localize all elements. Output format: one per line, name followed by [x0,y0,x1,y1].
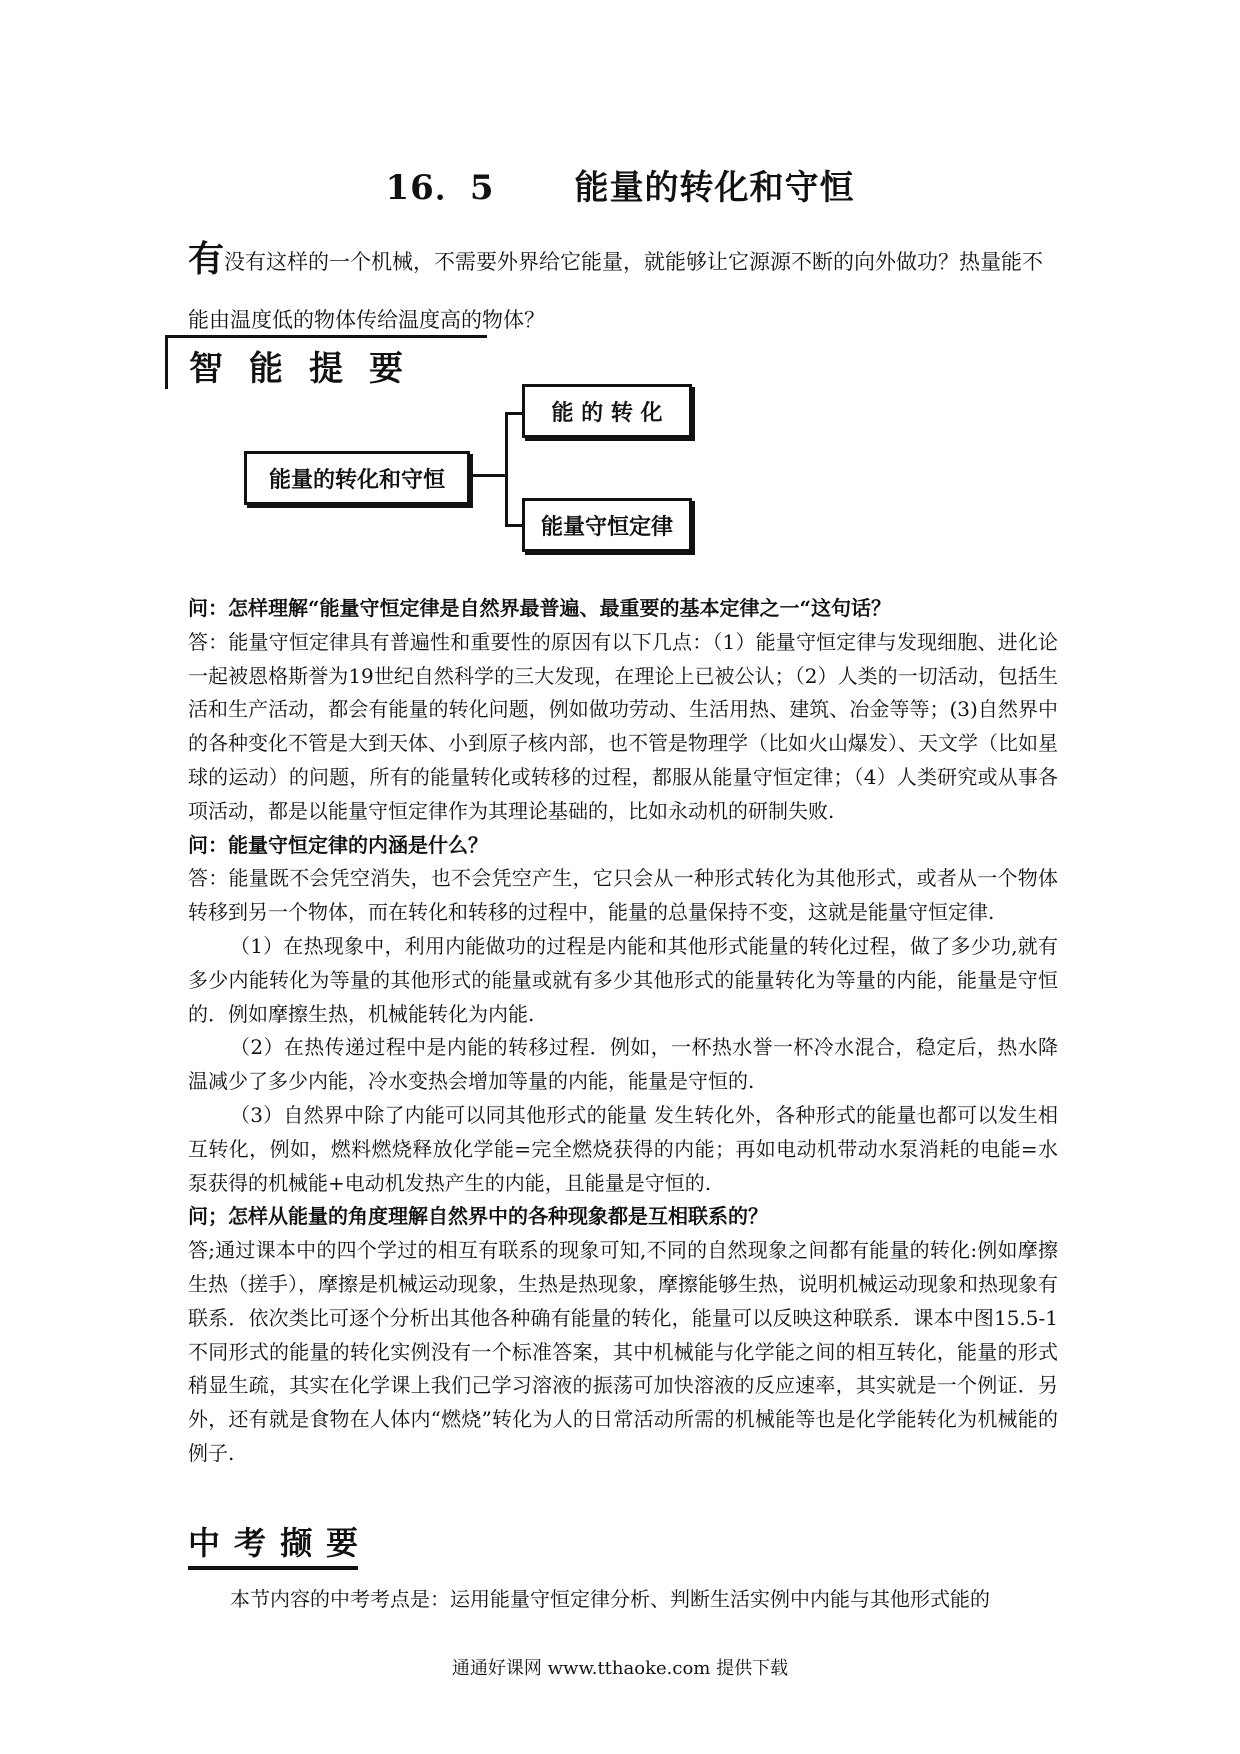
connector-line [470,474,506,477]
section2-heading: 中考撷要 [188,1524,373,1562]
section1-heading: 智能提要 [189,349,429,389]
answer-point: （1）在热现象中，利用内能做功的过程是内能和其他形式能量的转化过程，做了多少功,就有多少内能转化为等量的其他形式的能量或就有多少其他形式的能量转化为等量的内能，能量是守恒的．例如摩擦生热，机械能转化为内能. [188,933,1058,1026]
question: 问：能量守恒定律的内涵是什么？ [188,832,488,857]
diagram-branch-label: 能 的 转 化 [551,399,663,426]
intro-paragraph [188,230,1058,349]
answer-point: （3）自然界中除了内能可以同其他形式的能量 发生转化外，各种形式的能量也都可以发生相互转化，例如，燃料燃烧释放化学能=完全燃烧获得的内能；再如电动机带动水泵消耗的电能=水泵获得的机械能+电动机发热产生的内能，且能量是守恒的. [188,1102,1058,1195]
diagram-branch-box-1 [522,384,692,438]
connector-line [505,412,508,526]
section-title: 能量的转化和守恒 [574,168,855,208]
answer: 答：能量守恒定律具有普遍性和重要性的原因有以下几点：（1）能量守恒定律与发现细胞、进化论一起被恩格斯誉为19世纪自然科学的三大发现，在理论上已被公认；（2）人类的一切活动，包括生活和生产活动，都会有能量的转化问题，例如做功劳动、生活用热、建筑、冶金等等；(3)自然界中的各种变化不管是大到天体、小到原子核内部，也不管是物理学（比如火山爆发）、天文学（比如星球的运动）的问题，所有的能量转化或转移的过程，都服从能量守恒定律；（4）人类研究或从事各项活动，都是以能量守恒定律作为其理论基础的，比如永动机的研制失败. [188,629,1058,823]
intro-dropcap: 有 [188,238,225,280]
diagram-root-box [244,451,470,505]
heading-rule-left [165,335,168,389]
connector-line [505,412,523,415]
diagram-root-label: 能量的转化和守恒 [268,466,445,493]
heading-underline [188,1566,358,1570]
answer-point: （2）在热传递过程中是内能的转移过程．例如，一杯热水誉一杯冷水混合，稳定后，热水降温减少了多少内能，冷水变热会增加等量的内能，能量是守恒的. [188,1035,1058,1094]
answer: 答;通过课本中的四个学过的相互有联系的现象可知,不同的自然现象之间都有能量的转化:例如摩擦生热（搓手），摩擦是机械运动现象，生热是热现象，摩擦能够生热，说明机械运动现象和热现象有联系．依次类比可逐个分析出其他各种确有能量的转化，能量可以反映这种联系．课本中图15.5-1不同形式的能量的转化实例没有一个标准答案，其中机械能与化学能之间的相互转化，能量的形式稍显生疏，其实在化学课上我们己学习溶液的振荡可加快溶液的反应速率，其实就是一个例证．另外，还有就是食物在人体内“燃烧”转化为人的日常活动所需的机械能等也是化学能转化为机械能的例子. [188,1238,1058,1465]
connector-line [505,524,523,527]
diagram-branch-box-2 [522,498,692,552]
section-number: 16．5 [385,168,495,208]
section-heading-exam [188,1518,372,1570]
intro-text: 没有这样的一个机械，不需要外界给它能量，就能够让它源源不断的向外做功？热量能不能由温度低的物体传给温度高的物体？ [188,250,1044,332]
diagram-branch-label: 能量守恒定律 [540,513,673,540]
question: 问；怎样从能量的角度理解自然界中的各种现象都是互相联系的？ [188,1204,768,1229]
page-title [0,160,1240,209]
answer: 答：能量既不会凭空消失，也不会凭空产生，它只会从一种形式转化为其他形式，或者从一个物体转移到另一个物体，而在转化和转移的过程中，能量的总量保持不变，这就是能量守恒定律. [188,866,1058,925]
page-footer: 通通好课网 www.tthaoke.com 提供下载 [451,1658,789,1679]
section-heading-summary [165,335,485,389]
question: 问：怎样理解“能量守恒定律是自然界最普遍、最重要的基本定律之一“这句话？ [188,596,892,620]
qa-content [188,592,1058,1471]
exam-paragraph: 本节内容的中考考点是：运用能量守恒定律分析、判断生活实例中内能与其他形式能的 [230,1587,990,1611]
heading-rule [165,335,487,338]
